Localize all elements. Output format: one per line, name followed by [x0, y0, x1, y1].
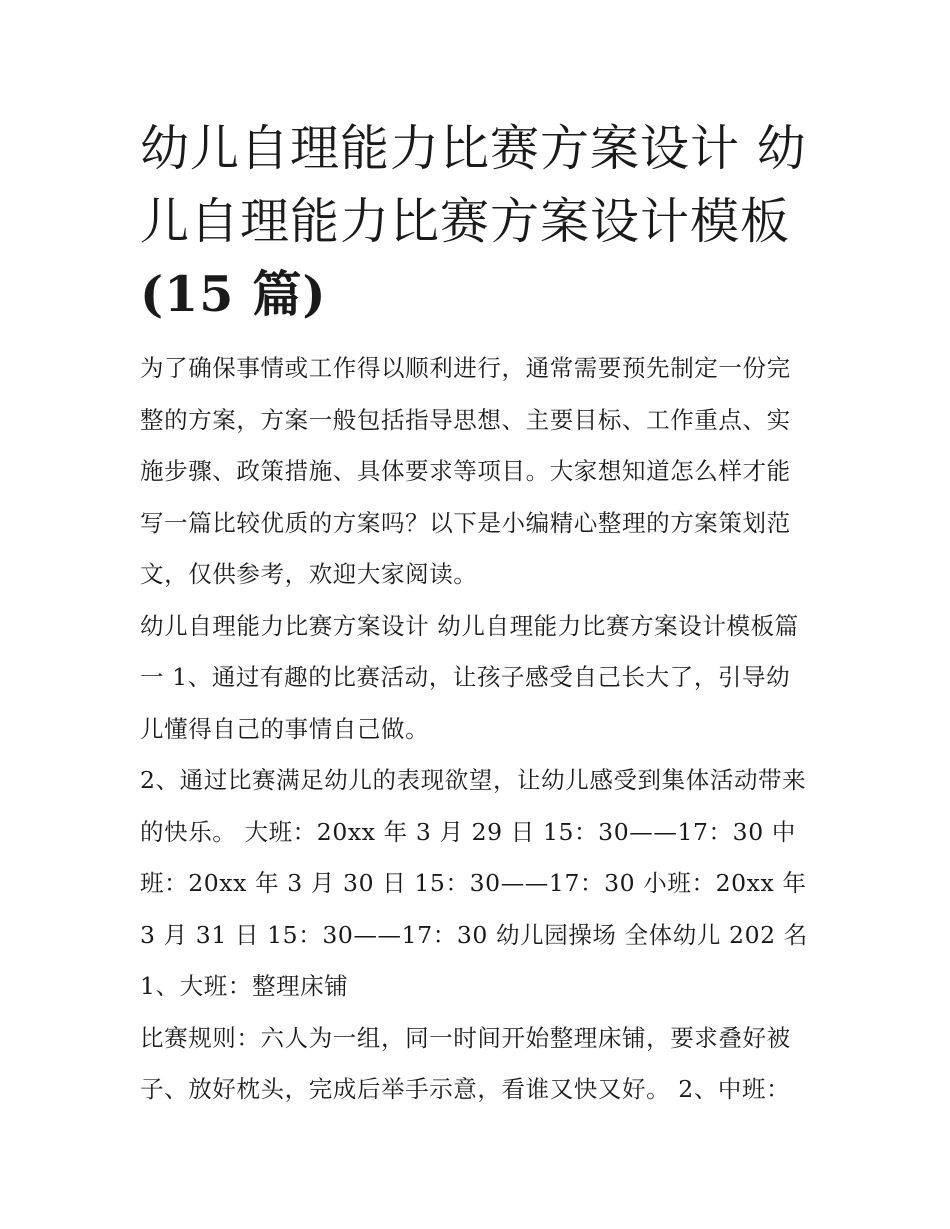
document-title	[140, 112, 812, 331]
title-line-1: 幼儿自理能力比赛方案设计 幼	[140, 120, 807, 177]
title-line-2: 儿自理能力比赛方案设计模板	[140, 193, 791, 250]
rules-paragraph: 比赛规则：六人为一组，同一时间开始整理床铺，要求叠好被子、放好枕头，完成后举手示意，看谁又快又好。 2、中班：	[140, 1023, 791, 1103]
document-body	[140, 112, 812, 1116]
section-one-paragraph: 幼儿自理能力比赛方案设计 幼儿自理能力比赛方案设计模板篇一 1、通过有趣的比赛活动，让孩子感受自己长大了，引导幼儿懂得自己的事情自己做。	[140, 611, 799, 743]
intro-paragraph: 为了确保事情或工作得以顺利进行，通常需要预先制定一份完整的方案，方案一般包括指导思想、主要目标、工作重点、实施步骤、政策措施、具体要求等项目。大家想知道怎么样才能写一篇比较优质的方案吗？以下是小编精心整理的方案策划范文，仅供参考，欢迎大家阅读。	[140, 354, 791, 588]
schedule-paragraph: 2、通过比赛满足幼儿的表现欲望，让幼儿感受到集体活动带来的快乐。 大班：20xx 年 3 月 29 日 15：30——17：30 中班：20xx 年 3 月 30 日 15：30——17：30 小班：20xx 年 3 月 31 日 15：30——17：30 幼儿园操场 全体幼儿 202 名 1、大班：整理床铺	[140, 766, 808, 1000]
title-line-3: (15 篇)	[140, 265, 327, 323]
